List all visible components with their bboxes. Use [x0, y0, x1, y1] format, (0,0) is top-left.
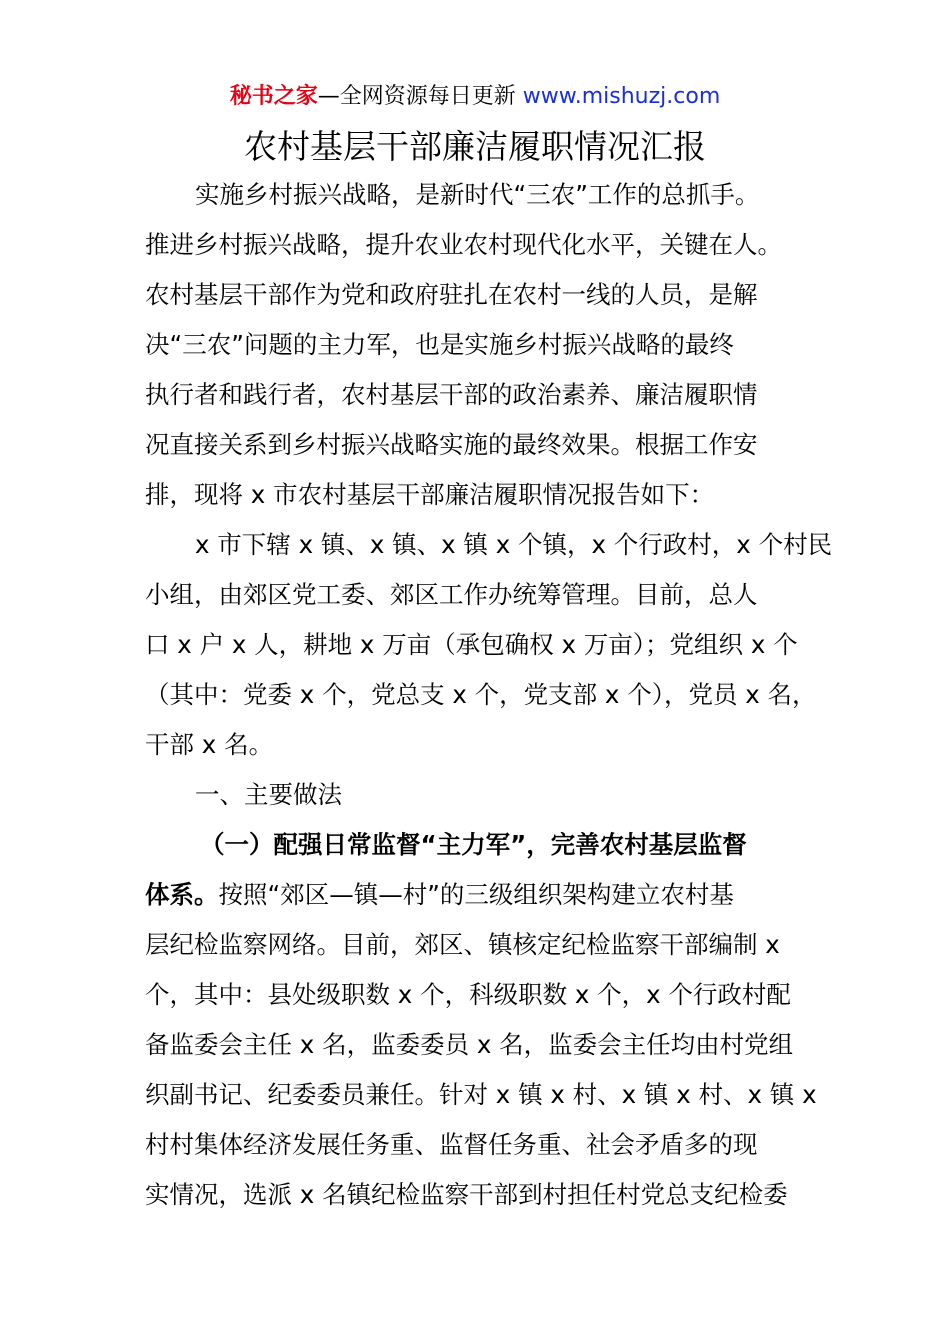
paragraph-line: 实施乡村振兴战略，是新时代“三农”工作的总抓手。 [195, 180, 760, 209]
paragraph-line: （其中：党委 x 个，党总支 x 个，党支部 x 个），党员 x 名， [145, 680, 817, 709]
paragraph-line: 口 x 户 x 人，耕地 x 万亩（承包确权 x 万亩）；党组织 x 个 [145, 630, 798, 659]
bold-lead: 体系。 [145, 880, 219, 909]
paragraph-line: 备监委会主任 x 名，监委委员 x 名，监委会主任均由村党组 [145, 1030, 794, 1059]
site-banner [0, 80, 950, 114]
paragraph-line: 个，其中：县处级职数 x 个，科级职数 x 个，x 个行政村配 [145, 980, 791, 1009]
paragraph-line: 决“三农”问题的主力军，也是实施乡村振兴战略的最终 [145, 330, 734, 359]
paragraph-line: 干部 x 名。 [145, 730, 274, 759]
paragraph-line-text: 按照“郊区—镇—村”的三级组织架构建立农村基 [218, 880, 734, 909]
paragraph-line: 况直接关系到乡村振兴战略实施的最终效果。根据工作安 [145, 430, 758, 459]
paragraph-line: 织副书记、纪委委员兼任。针对 x 镇 x 村、x 镇 x 村、x 镇 x [145, 1080, 817, 1109]
section-heading: 一、主要做法 [195, 780, 342, 809]
paragraph-line: 层纪检监察网络。目前，郊区、镇核定纪检监察干部编制 x [145, 930, 780, 959]
site-url: www.mishuzj.com [522, 84, 721, 109]
paragraph-line: 小组，由郊区党工委、郊区工作办统筹管理。目前，总人 [145, 580, 758, 609]
paragraph-line: 执行者和践行者，农村基层干部的政治素养、廉洁履职情 [145, 380, 758, 409]
paragraph-line [145, 870, 734, 920]
paragraph-line: 村村集体经济发展任务重、监督任务重、社会矛盾多的现 [145, 1130, 758, 1159]
paragraph-line: 农村基层干部作为党和政府驻扎在农村一线的人员，是解 [145, 280, 758, 309]
paragraph-line: 实情况，选派 x 名镇纪检监察干部到村担任村党总支纪检委 [145, 1180, 788, 1209]
subsection-heading: （一）配强日常监督“主力军”，完善农村基层监督 [200, 830, 747, 859]
brand-name: 秘书之家 [229, 84, 318, 109]
paragraph-line: x 市下辖 x 镇、x 镇、x 镇 x 个镇，x 个行政村，x 个村民 [195, 530, 833, 559]
banner-tagline: —全网资源每日更新 [317, 84, 523, 109]
paragraph-line: 推进乡村振兴战略，提升农业农村现代化水平，关键在人。 [145, 230, 782, 259]
paragraph-line: 排，现将 x 市农村基层干部廉洁履职情况报告如下： [145, 480, 715, 509]
document-title: 农村基层干部廉洁履职情况汇报 [244, 127, 706, 166]
